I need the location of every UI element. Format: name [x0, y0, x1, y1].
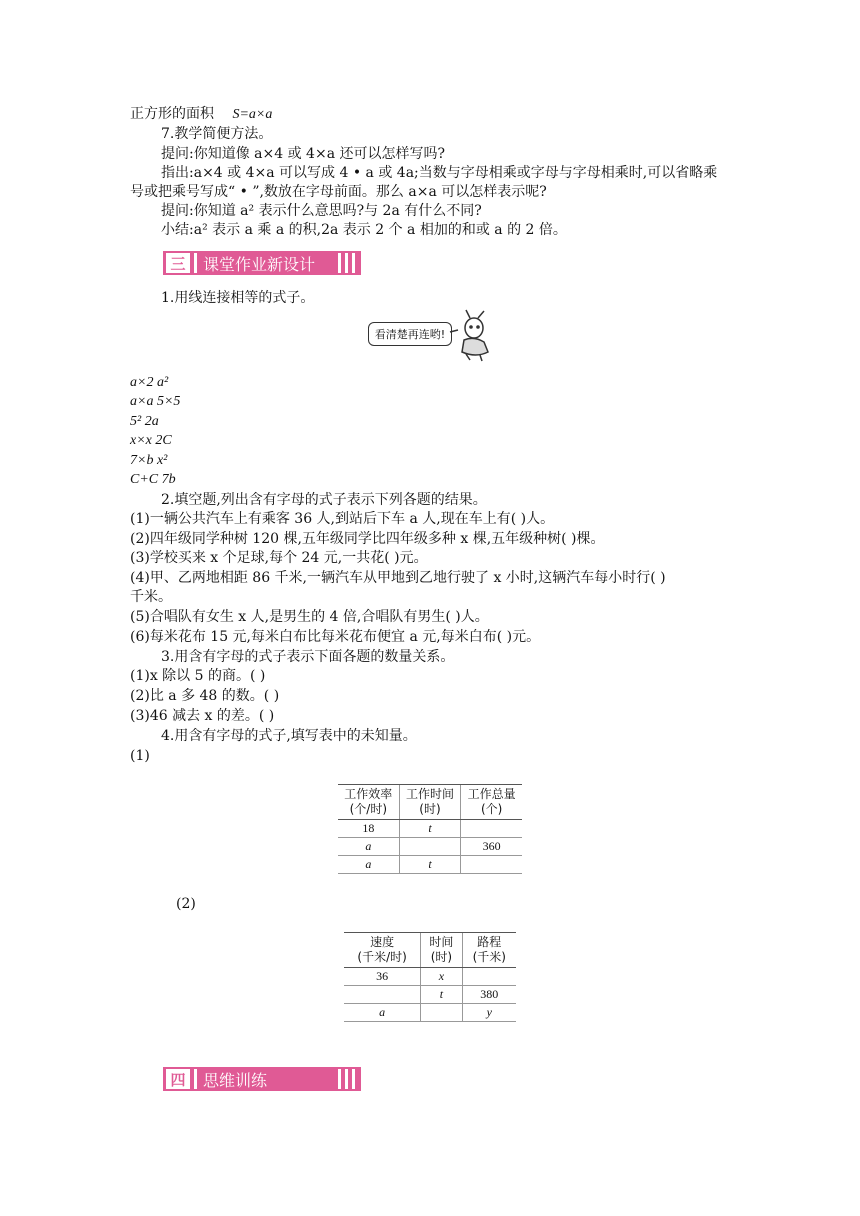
section-number: 四	[165, 1068, 191, 1090]
table-row: a t	[338, 856, 522, 874]
banner-stripes	[338, 253, 355, 273]
distance-table	[344, 932, 516, 1022]
speech-bubble	[368, 322, 452, 346]
summary-line: 小结:a² 表示 a 乘 a 的积,2a 表示 2 个 a 相加的和或 a 的 2 倍。	[161, 222, 567, 238]
header-work-time: 工作时间 (时)	[399, 785, 461, 820]
match-row-6: C+C 7b	[130, 472, 176, 487]
q3-item-2: (2)比 a 多 48 的数。( )	[130, 688, 280, 704]
q2-item-4: (4)甲、乙两地相距 86 千米,一辆汽车从甲地到乙地行驶了 x 小时,这辆汽车每小时行( )	[130, 570, 666, 586]
section-title: 思维训练	[203, 1070, 268, 1090]
section-banner-thinking	[163, 1067, 361, 1091]
work-table	[338, 784, 522, 874]
q2-item-2: (2)四年级同学种树 120 棵,五年级同学比四年级多种 x 棵,五年级种树( )棵。	[130, 531, 605, 547]
table-row: 18 t	[338, 820, 522, 838]
explanation-line-1: 指出:a×4 或 4×a 可以写成 4 • a 或 4a;当数与字母相乘或字母与字母相乘时,可以省略乘	[161, 165, 718, 181]
q4-part1-label: (1)	[130, 748, 150, 764]
match-row-3: 5² 2a	[130, 414, 159, 429]
q3-item-1: (1)x 除以 5 的商。( )	[130, 668, 266, 684]
q2-prompt: 2.填空题,列出含有字母的式子表示下列各题的结果。	[161, 492, 487, 508]
q4-part2-label: (2)	[176, 896, 196, 912]
section-number: 三	[165, 252, 191, 274]
square-area-formula: S=a×a	[232, 107, 273, 122]
q2-item-5: (5)合唱队有女生 x 人,是男生的 4 倍,合唱队有男生( )人。	[130, 609, 489, 625]
section-title: 课堂作业新设计	[203, 254, 316, 274]
square-area-line	[130, 104, 272, 125]
section-banner-homework	[163, 251, 361, 275]
square-area-label: 正方形的面积	[130, 106, 214, 122]
q2-item-4-cont: 千米。	[130, 589, 172, 605]
q3-item-3: (3)46 减去 x 的差。( )	[130, 708, 275, 724]
item7-heading: 7.教学简便方法。	[161, 126, 273, 142]
match-row-1: a×2 a²	[130, 375, 169, 390]
explanation-line-2: 号或把乘号写成“ • ”,数放在字母前面。那么 a×a 可以怎样表示呢?	[130, 184, 547, 200]
header-distance: 路程 (千米)	[462, 933, 516, 968]
banner-stripes	[338, 1069, 355, 1089]
q4-prompt: 4.用含有字母的式子,填写表中的未知量。	[161, 728, 417, 744]
header-total-work: 工作总量 (个)	[461, 785, 522, 820]
match-row-5: 7×b x²	[130, 453, 168, 468]
table-row: t 380	[344, 986, 516, 1004]
q1-prompt: 1.用线连接相等的式子。	[161, 290, 315, 306]
header-efficiency: 工作效率 (个/时)	[338, 785, 399, 820]
q2-item-1: (1)一辆公共汽车上有乘客 36 人,到站后下车 a 人,现在车上有( )人。	[130, 511, 555, 527]
q3-prompt: 3.用含有字母的式子表示下面各题的数量关系。	[161, 649, 455, 665]
header-time: 时间 (时)	[421, 933, 462, 968]
table-row: a 360	[338, 838, 522, 856]
match-row-2: a×a 5×5	[130, 394, 181, 409]
question-notation: 提问:你知道像 a×4 或 4×a 还可以怎样写吗?	[161, 146, 445, 162]
header-speed: 速度 (千米/时)	[344, 933, 421, 968]
match-row-4: x×x 2C	[130, 433, 172, 448]
q2-item-3: (3)学校买来 x 个足球,每个 24 元,一共花( )元。	[130, 550, 428, 566]
table-row: a y	[344, 1004, 516, 1022]
bubble-text: 看清楚再连哟!	[374, 328, 446, 341]
table-row: 36 x	[344, 968, 516, 986]
question-square: 提问:你知道 a² 表示什么意思吗?与 2a 有什么不同?	[161, 203, 482, 219]
cartoon-mascot-icon	[448, 308, 496, 364]
q2-item-6: (6)每米花布 15 元,每米白布比每米花布便宜 a 元,每米白布( )元。	[130, 629, 541, 645]
